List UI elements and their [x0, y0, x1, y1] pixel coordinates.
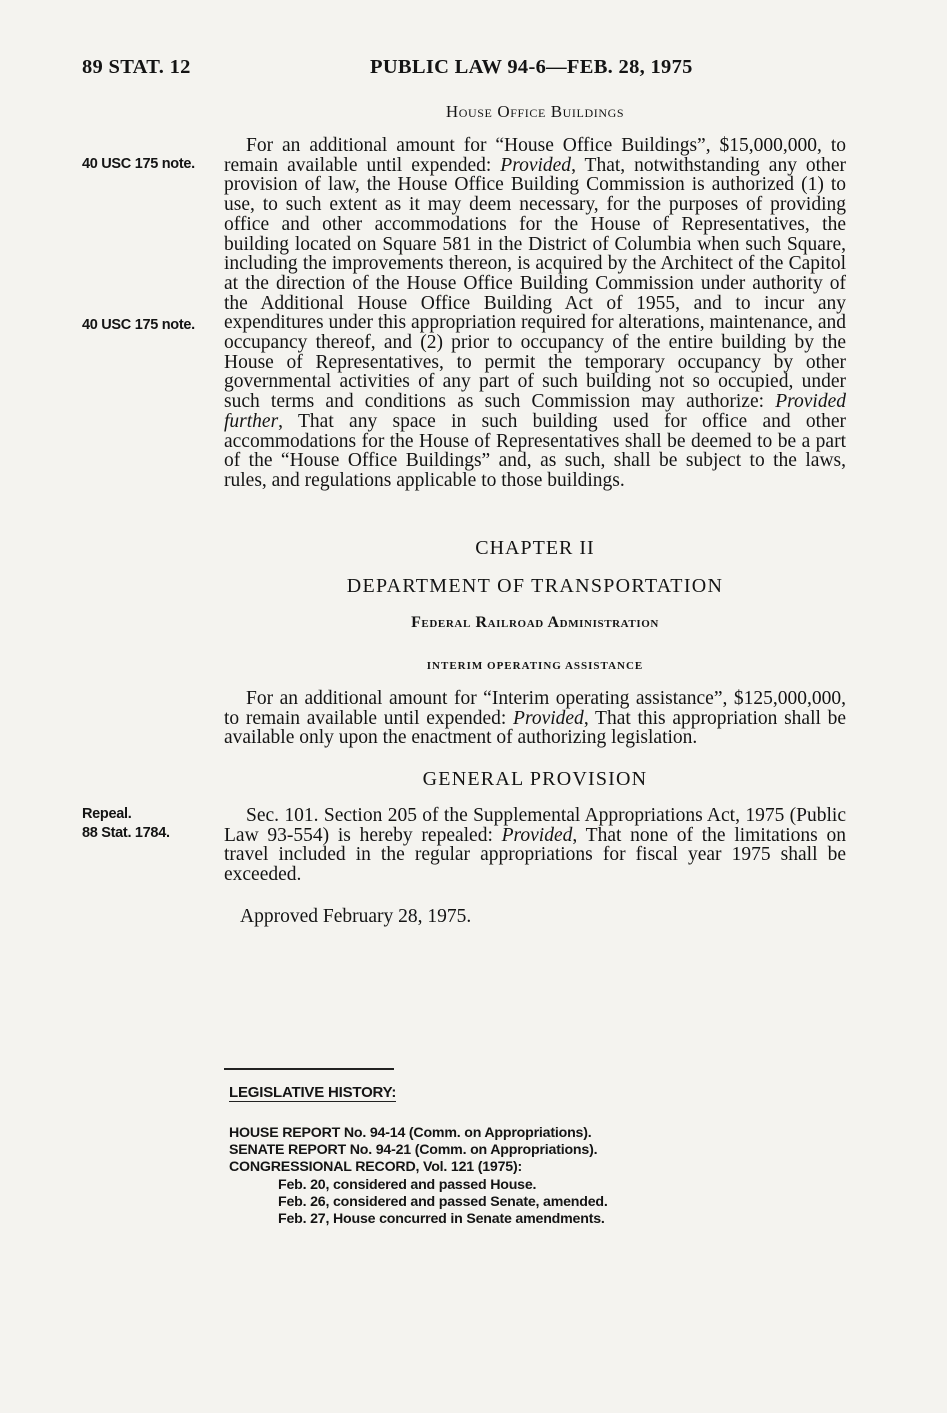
p1-provided-further: Provided further	[224, 391, 846, 432]
p1-text-c: , That any space in such building used for office and other accommodations for the House of Representatives shall be deemed to be a part of the “House Office Buildings” and, as such, shall be subject to the laws, rules, and regulations applicable to those buildings.	[224, 410, 846, 491]
p3-text-a: Sec. 101. Section 205 of the Supplemental Appropriations Act, 1975 (Public Law 93-554) is hereby repealed:	[224, 805, 846, 846]
leg-history-line: Feb. 26, considered and passed Senate, amended.	[278, 1194, 608, 1210]
approval-date: Approved February 28, 1975.	[240, 906, 472, 927]
leg-history-line: HOUSE REPORT No. 94-14 (Comm. on Appropriations).	[229, 1125, 592, 1141]
leg-history-line: CONGRESSIONAL RECORD, Vol. 121 (1975):	[229, 1159, 523, 1175]
margin-note-usc-1: 40 USC 175 note.	[82, 156, 195, 172]
paragraph-interim-assistance	[224, 689, 846, 748]
paragraph-house-office-buildings	[224, 136, 846, 491]
heading-department: DEPARTMENT OF TRANSPORTATION	[346, 575, 724, 597]
page-stat-citation: 89 STAT. 12	[82, 56, 191, 78]
leg-history-line: Feb. 27, House concurred in Senate amendments.	[278, 1211, 605, 1227]
heading-house-office-buildings: House Office Buildings	[445, 102, 625, 121]
heading-federal-railroad: Federal Railroad Administration	[411, 614, 659, 631]
margin-note-stat: 88 Stat. 1784.	[82, 825, 170, 841]
p1-text-a: For an additional amount for “House Office Buildings”, $15,000,000, to remain available until expended:	[224, 135, 846, 176]
p2-text-b: , That this appropriation shall be available only upon the enactment of authorizing legislation.	[224, 707, 846, 749]
p3-text-b: , That none of the limitations on travel included in the regular appropriations for fiscal year 1975 shall be exceeded.	[224, 824, 846, 886]
margin-note-repeal: Repeal.	[82, 806, 132, 822]
heading-general-provision: GENERAL PROVISION	[422, 768, 648, 790]
heading-chapter: CHAPTER II	[475, 537, 595, 559]
p3-provided: Provided	[501, 824, 573, 846]
p2-text-a: For an additional amount for “Interim operating assistance”, $125,000,000, to remain available until expended:	[224, 688, 846, 729]
legislative-history-title: LEGISLATIVE HISTORY:	[229, 1084, 397, 1101]
margin-note-usc-2: 40 USC 175 note.	[82, 317, 195, 333]
p1-text-b: , That, notwithstanding any other provision of law, the House Office Building Commission is authorized (1) to use, to such extent as it may deem necessary, for the purposes of providing office and other accommodations for the House of Representatives, the building located on Square 581 in the District of Columbia when such Square, including the improvements thereon, is acquired by the Architect of the Capitol at the direction of the House Office Building Commission under authority of the Additional House Office Building Act of 1955, and to incur any expenditures under this appropriation required for alterations, maintenance, and occupancy thereof, and (2) prior to occupancy of the entire building by the House of Representatives, to permit the temporary occupancy by other governmental activities of any part of such building not so occupied, under such terms and conditions as such Commission may authorize:	[224, 154, 846, 413]
leg-history-line: SENATE REPORT No. 94-21 (Comm. on Appropriations).	[229, 1142, 598, 1158]
divider-rule	[224, 1068, 394, 1070]
p1-provided: Provided	[500, 154, 572, 176]
running-header: PUBLIC LAW 94-6—FEB. 28, 1975	[370, 56, 693, 78]
heading-interim-operating: INTERIM OPERATING ASSISTANCE	[426, 660, 644, 672]
p2-provided: Provided	[513, 707, 584, 729]
leg-history-line: Feb. 20, considered and passed House.	[278, 1177, 537, 1193]
paragraph-section-101	[224, 806, 846, 885]
